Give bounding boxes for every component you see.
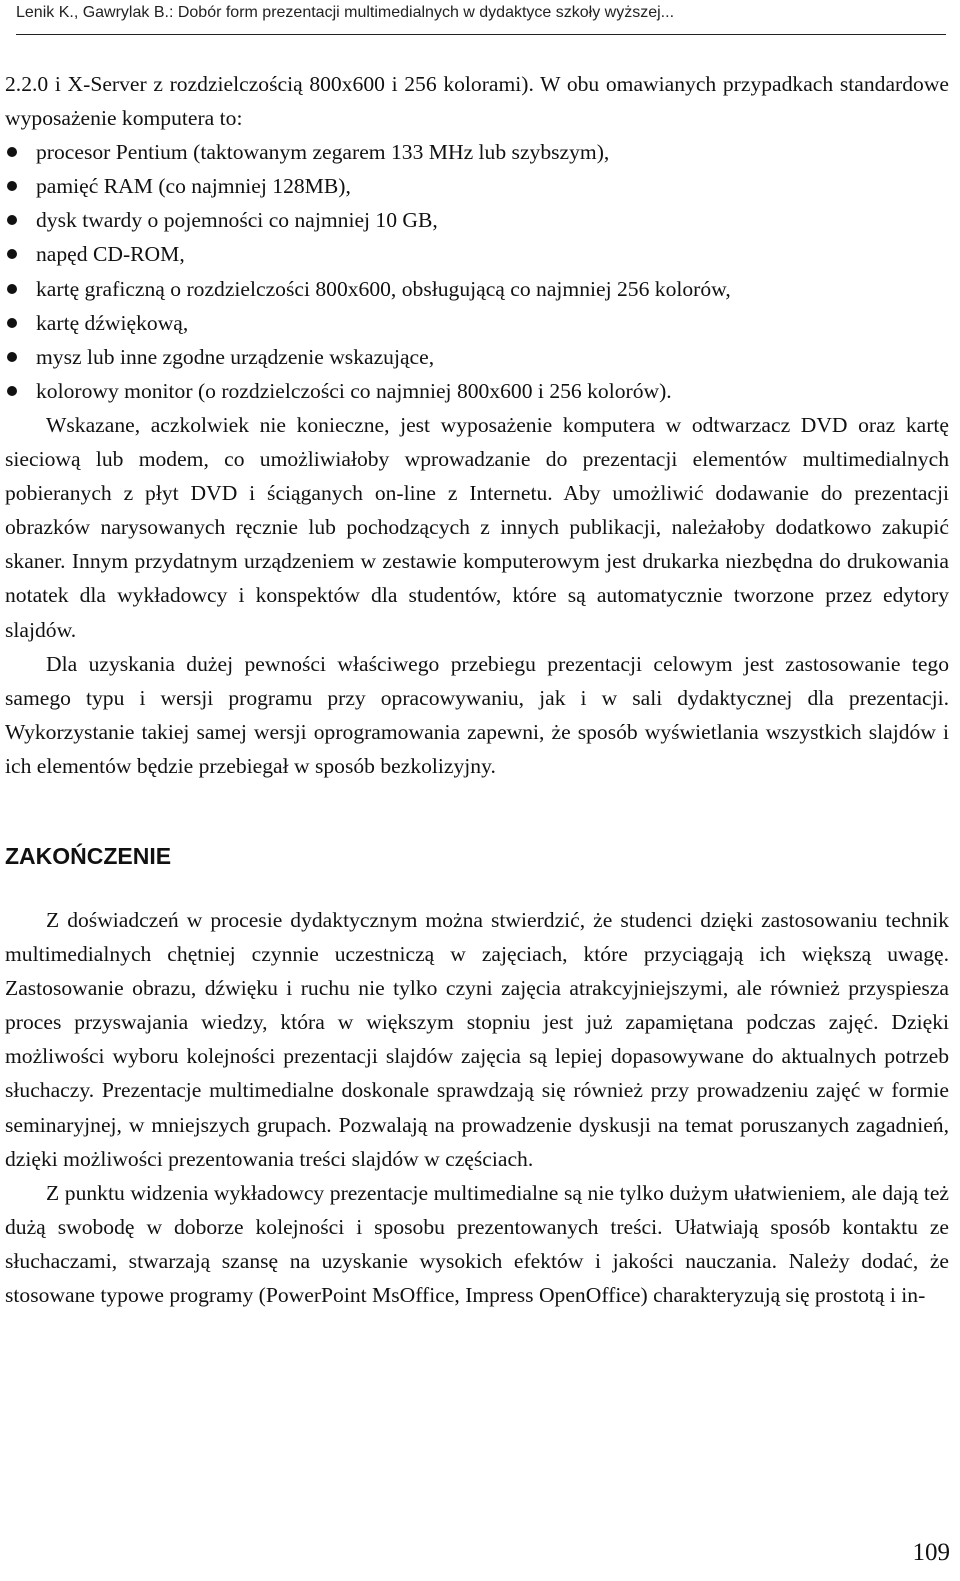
bullet-icon <box>7 352 17 362</box>
running-header <box>16 0 946 35</box>
bullet-icon <box>7 249 17 259</box>
intro-paragraph: 2.2.0 i X-Server z rozdzielczością 800x600 i 256 kolorami). W obu omawianych przypadkach standardowe wyposażenie komputera to: <box>5 72 949 131</box>
list-item: napęd CD-ROM, <box>5 237 949 271</box>
bullet-icon <box>7 147 17 157</box>
list-item: pamięć RAM (co najmniej 128MB), <box>5 169 949 203</box>
bullet-icon <box>7 181 17 191</box>
paragraph-conclusion-1: Z doświadczeń w procesie dydaktycznym można stwierdzić, że studenci dzięki zastosowaniu technik multimedialnych chętniej czynnie uczestniczą w zajęciach, które przyciągają ich większą uwagę. Zastosowanie obrazu, dźwięku i ruchu nie tylko czyni zajęcia atrakcyjniejszymi, ale również przyspiesza proces przyswajania wiedzy, która w większym stopniu jest już zapamiętana podczas zajęć. Dzięki możliwości wyboru kolejności prezentacji slajdów zajęcia są lepiej dopasowywane do aktualnych potrzeb słuchaczy. Prezentacje multimedialne doskonale sprawdzają się również przy prowadzeniu zajęć w formie seminaryjnej, w mniejszych grupach. Pozwalają na prowadzenie dyskusji na temat poruszanych zagadnień, dzięki możliwości prezentowania treści slajdów w częściach. <box>5 907 949 1171</box>
paragraph-software-versions: Dla uzyskania dużej pewności właściwego przebiegu prezentacji celowym jest zastosowanie tego samego typu i wersji programu przy opracowywaniu, jak i w sali dydaktycznej dla prezentacji. Wykorzystanie takiej samej wersji oprogramowania zapewni, że sposób wyświetlania wszystkich slajdów i ich elementów będzie przebiegał w sposób bezkolizyjny. <box>5 651 949 778</box>
list-item: kartę dźwiękową, <box>5 306 949 340</box>
page-body <box>5 67 949 1312</box>
section-heading: ZAKOŃCZENIE <box>5 842 172 869</box>
paragraph-conclusion-2: Z punktu widzenia wykładowcy prezentacje multimedialne są nie tylko dużym ułatwieniem, ale dają też dużą swobodę w doborze kolejności i sposobu prezentowanych treści. Ułatwiają sposób kontaktu ze słuchaczami, stwarzają szansę na uzyskanie wysokich efektów i jakości nauczania. Należy dodać, że stosowane typowe programy (PowerPoint MsOffice, Impress OpenOffice) charakteryzują się prostotą i in- <box>5 1180 949 1307</box>
list-item: mysz lub inne zgodne urządzenie wskazujące, <box>5 340 949 374</box>
paragraph-hardware-extras: Wskazane, aczkolwiek nie konieczne, jest wyposażenie komputera w odtwarzacz DVD oraz kartę sieciową lub modem, co umożliwiałoby wprowadzanie do prezentacji elementów multimedialnych pobieranych z płyt DVD i ściąganych on-line z Internetu. Aby umożliwić dodawanie do prezentacji obrazków narysowanych ręcznie lub pochodzących z innych publikacji, należałoby dodatkowo zakupić skaner. Innym przydatnym urządzeniem w zestawie komputerowym jest drukarka niezbędna do drukowania notatek dla wykładowcy i konspektów dla studentów, które są automatycznie tworzone przez edytory slajdów. <box>5 412 949 642</box>
page-number: 109 <box>912 1539 950 1566</box>
bullet-icon <box>7 215 17 225</box>
list-item: kolorowy monitor (o rozdzielczości co najmniej 800x600 i 256 kolorów). <box>5 374 949 408</box>
list-item: dysk twardy o pojemności co najmniej 10 GB, <box>5 203 949 237</box>
bullet-icon <box>7 284 17 294</box>
running-header-title: Lenik K., Gawrylak B.: Dobór form prezentacji multimedialnych w dydaktyce szkoły wyższej... <box>16 4 675 21</box>
requirements-list <box>5 135 949 408</box>
bullet-icon <box>7 318 17 328</box>
bullet-icon <box>7 386 17 396</box>
list-item: procesor Pentium (taktowanym zegarem 133 MHz lub szybszym), <box>5 135 949 169</box>
list-item: kartę graficzną o rozdzielczości 800x600, obsługującą co najmniej 256 kolorów, <box>5 272 949 306</box>
